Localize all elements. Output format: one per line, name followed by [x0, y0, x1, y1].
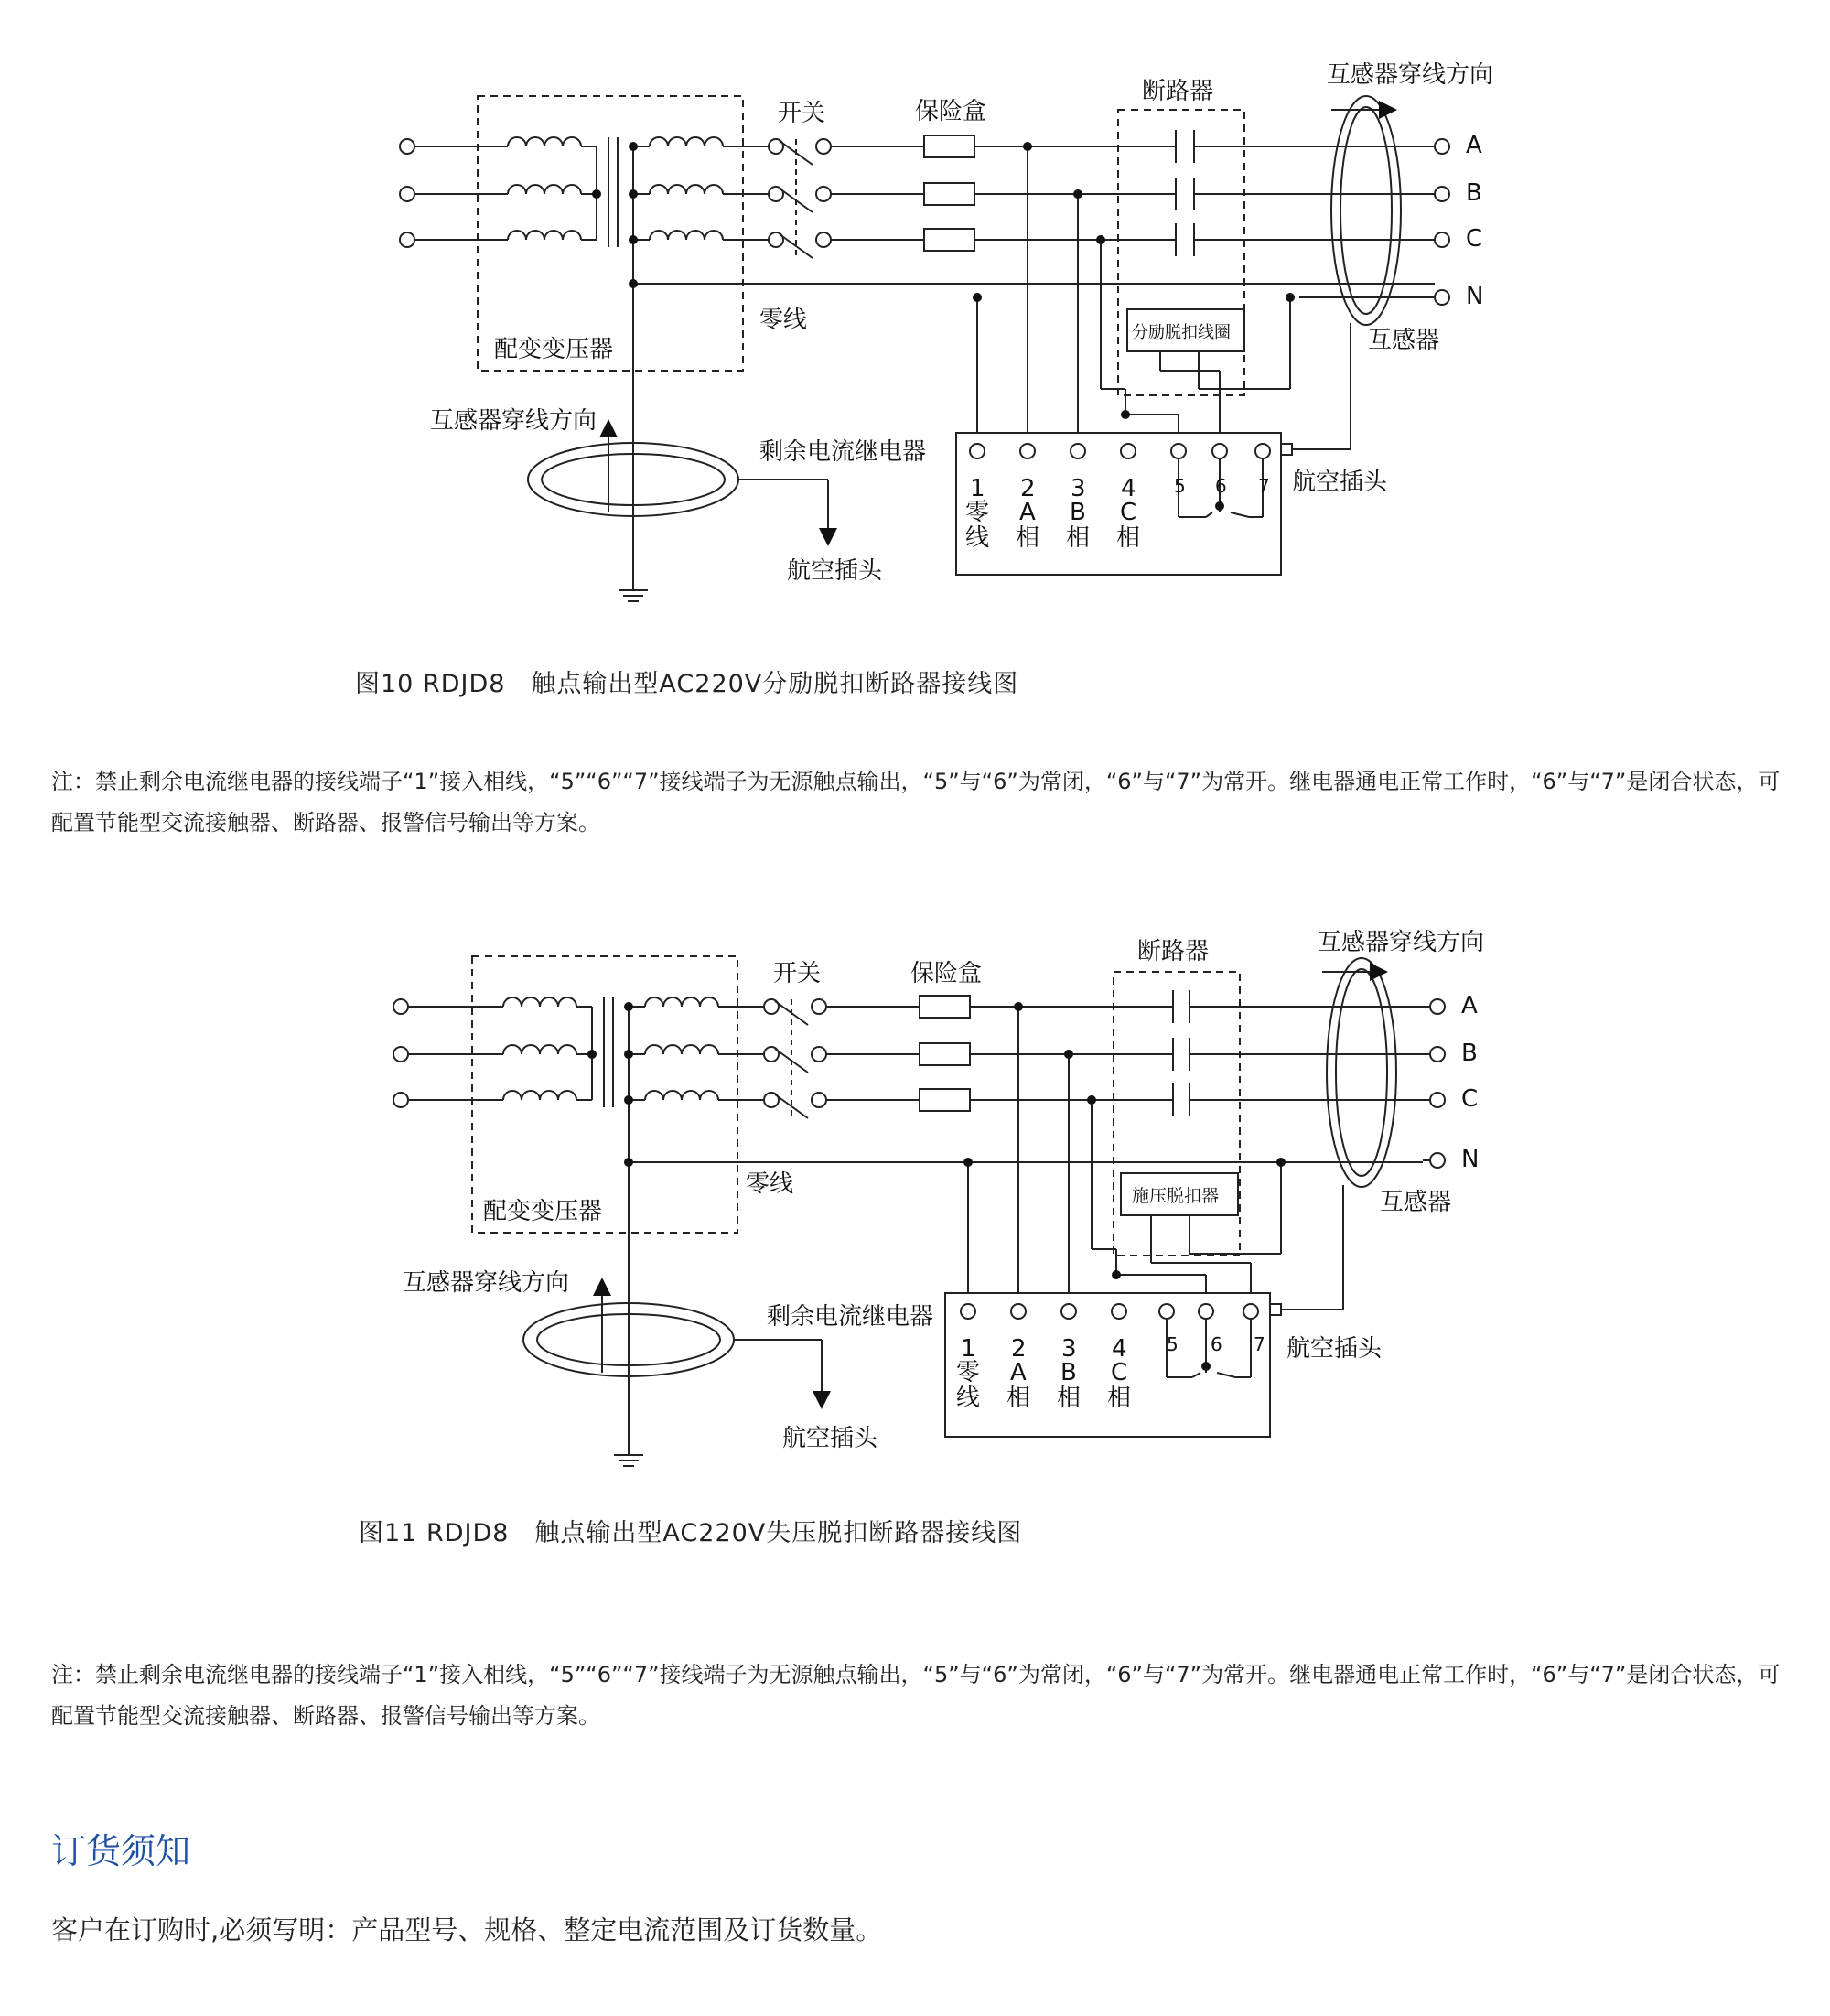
terminal-1-number: 1 — [970, 475, 985, 502]
figure-10-caption: 图10 RDJD8 触点输出型AC220V分励脱扣断路器接线图 — [355, 670, 1019, 698]
terminal-4-line-a: C — [1120, 499, 1137, 526]
breaker-label: 断路器 — [1142, 78, 1214, 105]
terminal-5-number: 5 — [1174, 475, 1186, 497]
switch-label: 开关 — [778, 100, 826, 127]
terminal-1-line-b: 线 — [956, 1385, 981, 1412]
ct-label: 互感器 — [1368, 327, 1440, 354]
aviation-plug-label: 航空插头 — [782, 1425, 878, 1452]
trip-coil-label: 分励脱扣线圈 — [1132, 323, 1231, 342]
terminal-4-number: 4 — [1121, 475, 1136, 502]
switch-label: 开关 — [773, 960, 822, 987]
terminal-1-number: 1 — [961, 1335, 976, 1363]
terminal-4-line-b: 相 — [1107, 1385, 1132, 1412]
terminal-2-line-b: 相 — [1016, 524, 1040, 552]
figure-10-note: 注：禁止剩余电流继电器的接线端子“1”接入相线，“5”“6”“7”接线端子为无源触点输出，“5”与“6”为常闭，“6”与“7”为常开。继电器通电正常工作时，“6”与“7”是闭合状态，可配置节能型交流接触器、断路器、报警信号输出等方案。 — [51, 769, 1781, 836]
terminal-3-number: 3 — [1071, 475, 1086, 502]
ct-direction-bottom-label: 互感器穿线方向 — [430, 407, 597, 435]
neutral-label: 零线 — [746, 1170, 794, 1198]
aviation-plug-label: 航空插头 — [787, 557, 883, 585]
ordering-text: 客户在订购时,必须写明：产品型号、规格、整定电流范围及订货数量。 — [51, 1914, 883, 1946]
fuse-box-label: 保险盒 — [910, 960, 983, 987]
terminal-3-line-a: B — [1060, 1359, 1077, 1386]
aviation-plug-right-label: 航空插头 — [1292, 469, 1388, 496]
figure-11-note: 注：禁止剩余电流继电器的接线端子“1”接入相线，“5”“6”“7”接线端子为无源触点输出，“5”与“6”为常闭，“6”与“7”为常开。继电器通电正常工作时，“6”与“7”是闭合状态，可配置节能型交流接触器、断路器、报警信号输出等方案。 — [51, 1662, 1781, 1729]
terminal-5-number: 5 — [1167, 1333, 1179, 1355]
ct-direction-top-label: 互感器穿线方向 — [1318, 929, 1485, 956]
terminal-4-number: 4 — [1112, 1335, 1127, 1363]
ct-direction-bottom-label: 互感器穿线方向 — [403, 1269, 570, 1297]
wiring-diagram-fig11 — [0, 915, 1830, 1501]
terminal-2-number: 2 — [1011, 1335, 1027, 1363]
ct-direction-top-label: 互感器穿线方向 — [1327, 61, 1494, 89]
rcd-relay-label: 剩余电流继电器 — [767, 1303, 934, 1331]
terminal-4-line-a: C — [1111, 1359, 1128, 1386]
breaker-box — [1118, 110, 1244, 395]
terminal-6-number: 6 — [1211, 1333, 1222, 1355]
terminal-3-line-b: 相 — [1066, 524, 1091, 552]
phase-n-label: N — [1461, 1146, 1480, 1173]
breaker-label: 断路器 — [1137, 938, 1210, 965]
phase-a-label: A — [1461, 992, 1478, 1019]
phase-n-label: N — [1466, 283, 1484, 310]
terminal-6-number: 6 — [1215, 475, 1227, 497]
terminal-2-line-b: 相 — [1006, 1385, 1031, 1412]
transformer-label: 配变变压器 — [483, 1198, 603, 1225]
ct-label: 互感器 — [1380, 1189, 1452, 1216]
transformer-label: 配变变压器 — [494, 336, 614, 363]
terminal-7-number: 7 — [1254, 1333, 1265, 1355]
aviation-plug-right-label: 航空插头 — [1286, 1335, 1383, 1363]
phase-a-label: A — [1466, 132, 1482, 159]
terminal-2-line-a: A — [1010, 1359, 1027, 1386]
terminal-3-line-a: B — [1070, 499, 1086, 526]
neutral-label: 零线 — [759, 307, 808, 334]
phase-b-label: B — [1466, 179, 1482, 207]
terminal-3-number: 3 — [1061, 1335, 1077, 1363]
breaker-box — [1114, 972, 1240, 1256]
phase-c-label: C — [1466, 225, 1483, 253]
phase-c-label: C — [1461, 1085, 1479, 1113]
terminal-2-line-a: A — [1019, 499, 1036, 526]
wiring-diagram-fig10 — [0, 37, 1830, 622]
terminal-7-number: 7 — [1258, 475, 1270, 497]
terminal-3-line-b: 相 — [1057, 1385, 1082, 1412]
fuse-box-label: 保险盒 — [915, 98, 987, 125]
terminal-4-line-b: 相 — [1116, 524, 1141, 552]
figure-11-caption: 图11 RDJD8 触点输出型AC220V失压脱扣断路器接线图 — [359, 1519, 1023, 1547]
terminal-1-line-b: 线 — [965, 524, 990, 552]
terminal-2-number: 2 — [1020, 475, 1036, 502]
relay-box — [956, 433, 1281, 575]
ordering-title: 订货须知 — [51, 1831, 191, 1871]
rcd-relay-label: 剩余电流继电器 — [759, 438, 927, 466]
phase-b-label: B — [1461, 1040, 1478, 1067]
trip-coil-label: 施压脱扣器 — [1132, 1186, 1220, 1206]
terminal-1-line-a: 零 — [965, 499, 990, 526]
relay-box — [945, 1293, 1270, 1437]
terminal-1-line-a: 零 — [956, 1359, 981, 1386]
